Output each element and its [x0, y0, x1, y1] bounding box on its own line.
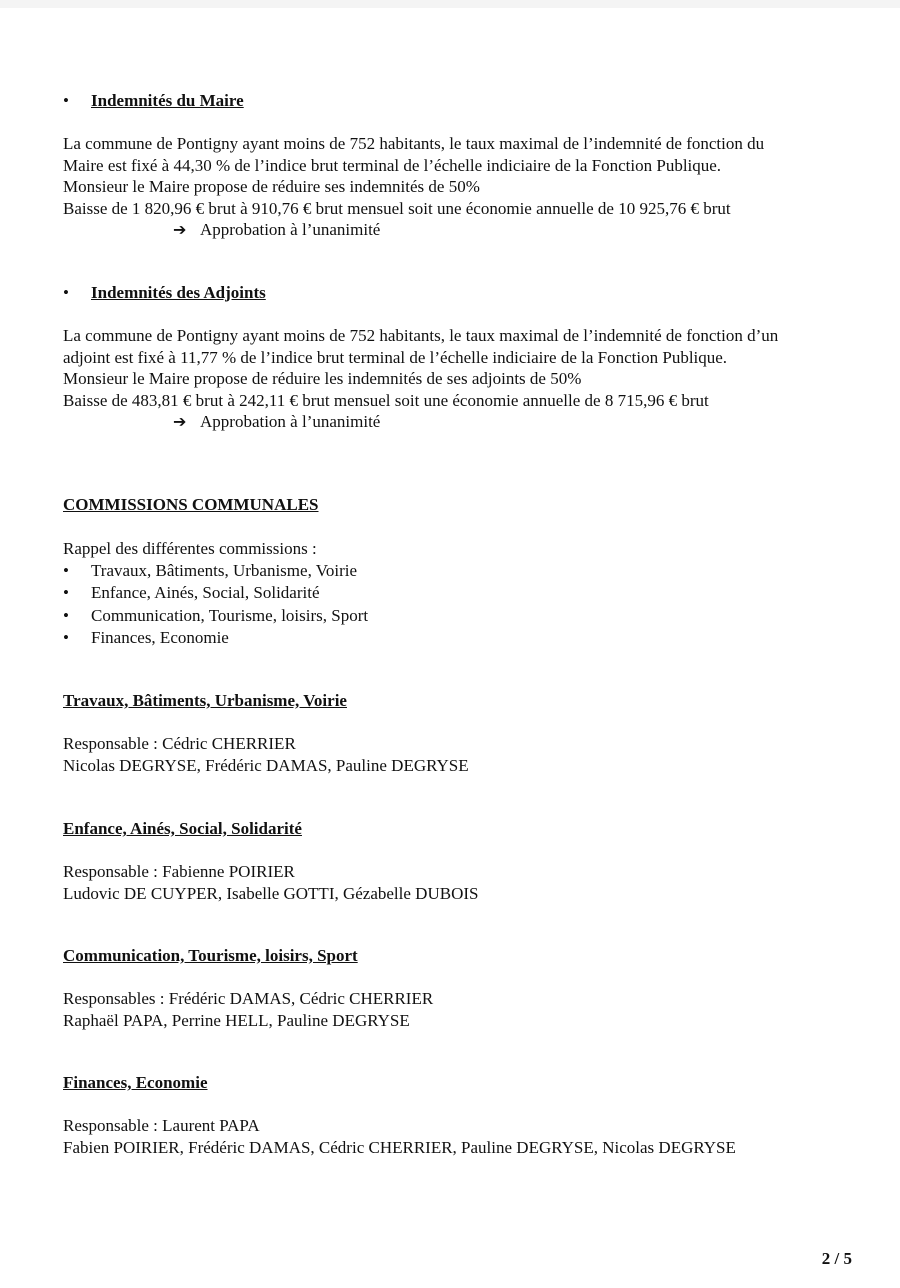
section-commissions [63, 494, 853, 516]
bullet-icon: • [63, 605, 69, 625]
section-maire-heading [63, 90, 853, 113]
commission-responsable: Responsable : Laurent PAPA [63, 1116, 260, 1135]
section-title: Indemnités des Adjoints [91, 283, 266, 302]
commission-group-communication [63, 945, 853, 967]
paragraph-line: Monsieur le Maire propose de réduire ses indemnités de 50% [63, 177, 480, 196]
arrow-right-icon: ➔ [173, 220, 187, 239]
commission-responsable: Responsables : Frédéric DAMAS, Cédric CHERRIER [63, 989, 434, 1008]
bullet-icon: • [63, 283, 69, 302]
commission-responsable: Responsable : Cédric CHERRIER [63, 734, 296, 753]
arrow-right-icon: ➔ [173, 412, 187, 431]
commission-title: Travaux, Bâtiments, Urbanisme, Voirie [63, 691, 347, 710]
commission-group-finances [63, 1072, 853, 1094]
commission-group-communication-body [63, 988, 853, 1031]
list-item [63, 582, 853, 605]
commission-responsable: Responsable : Fabienne POIRIER [63, 862, 295, 881]
commission-group-enfance [63, 818, 853, 840]
list-item-label: Communication, Tourisme, loisirs, Sport [91, 605, 369, 625]
paragraph-line: La commune de Pontigny ayant moins de 752 habitants, le taux maximal de l’indemnité de fonction d’un [63, 326, 779, 345]
top-edge [0, 0, 900, 8]
paragraph-line: Baisse de 483,81 € brut à 242,11 € brut mensuel soit une économie annuelle de 8 715,96 € brut [63, 390, 709, 410]
list-item [63, 560, 853, 583]
commission-group-finances-body [63, 1115, 853, 1158]
commissions-intro: Rappel des différentes commissions : [63, 539, 317, 558]
bullet-icon: • [63, 628, 69, 647]
commission-title: Enfance, Ainés, Social, Solidarité [63, 819, 302, 838]
section-title: Indemnités du Maire [91, 91, 244, 110]
result-row [63, 411, 853, 433]
commission-title: Communication, Tourisme, loisirs, Sport [63, 946, 358, 965]
commissions-list-block [63, 538, 853, 650]
paragraph-line: adjoint est fixé à 11,77 % de l’indice brut terminal de l’échelle indiciaire de la Fonction Publique. [63, 347, 728, 367]
commission-title: Finances, Economie [63, 1073, 208, 1092]
commission-group-travaux [63, 690, 853, 712]
paragraph-line: Monsieur le Maire propose de réduire les indemnités de ses adjoints de 50% [63, 369, 582, 388]
result-row [63, 219, 853, 241]
result-text: Approbation à l’unanimité [200, 220, 381, 239]
commission-members: Raphaël PAPA, Perrine HELL, Pauline DEGRYSE [63, 1010, 410, 1030]
bullet-icon: • [63, 583, 69, 602]
commission-members: Nicolas DEGRYSE, Frédéric DAMAS, Pauline DEGRYSE [63, 755, 469, 775]
commission-group-travaux-body [63, 733, 853, 776]
list-item [63, 627, 853, 650]
result-text: Approbation à l’unanimité [200, 412, 381, 431]
commission-members: Ludovic DE CUYPER, Isabelle GOTTI, Gézabelle DUBOIS [63, 883, 479, 903]
page-number: 2 / 5 [821, 1249, 852, 1268]
section-maire-body [63, 133, 853, 241]
list-item-label: Travaux, Bâtiments, Urbanisme, Voirie [91, 560, 357, 580]
paragraph-line: La commune de Pontigny ayant moins de 752 habitants, le taux maximal de l’indemnité de fonction du [63, 134, 765, 153]
bullet-icon: • [63, 560, 69, 580]
commission-members: Fabien POIRIER, Frédéric DAMAS, Cédric CHERRIER, Pauline DEGRYSE, Nicolas DEGRYSE [63, 1137, 736, 1157]
paragraph-line: Maire est fixé à 44,30 % de l’indice brut terminal de l’échelle indiciaire de la Fonction Publique. [63, 155, 722, 175]
section-adjoints-heading [63, 282, 853, 305]
commissions-heading: COMMISSIONS COMMUNALES [63, 495, 319, 514]
list-item-label: Finances, Economie [91, 628, 229, 647]
section-adjoints [63, 282, 853, 305]
bullet-icon: • [63, 91, 69, 110]
list-item-label: Enfance, Ainés, Social, Solidarité [91, 583, 320, 602]
section-adjoints-body [63, 325, 853, 433]
commission-group-enfance-body [63, 861, 853, 904]
paragraph-line: Baisse de 1 820,96 € brut à 910,76 € brut mensuel soit une économie annuelle de 10 925,76 € brut [63, 198, 731, 218]
section-maire [63, 90, 853, 113]
list-item [63, 605, 853, 628]
